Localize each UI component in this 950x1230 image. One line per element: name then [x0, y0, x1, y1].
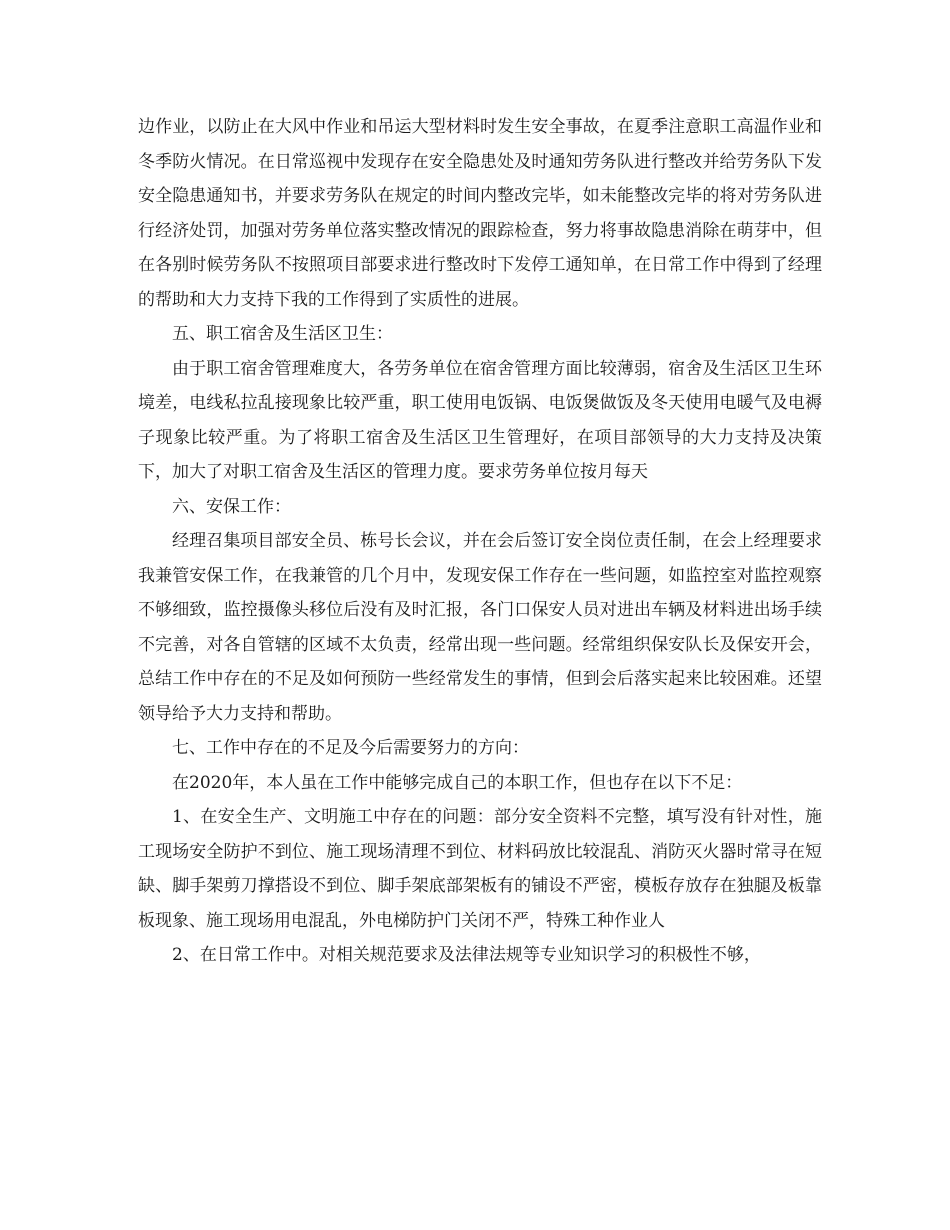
- paragraph-shortcomings-intro: 在2020年，本人虽在工作中能够完成自己的本职工作，但也存在以下不足：: [172, 772, 743, 793]
- document-body: [138, 110, 822, 973]
- paragraph-security-work: 经理召集项目部安全员、栋号长会议，并在会后签订安全岗位责任制，在会上经理要求我兼管安保工作，在我兼管的几个月中，发现安保工作存在一些问题，如监控室对监控观察不够细致，监控摄像头移位后没有及时汇报，各门口保安人员对进出车辆及材料进出场手续不完善，对各自管辖的区域不太负责，经常出现一些问题。经常组织保安队长及保安开会，总结工作中存在的不足及如何预防一些经常发生的事情，但到会后落实起来比较困难。还望领导给予大力支持和帮助。: [138, 531, 822, 724]
- paragraph-dormitory-hygiene: 由于职工宿舍管理难度大，各劳务单位在宿舍管理方面比较薄弱，宿舍及生活区卫生环境差，电线私拉乱接现象比较严重，职工使用电饭锅、电饭煲做饭及冬天使用电暖气及电褥子现象比较严重。为了将职工宿舍及生活区卫生管理好，在项目部领导的大力支持及决策下，加大了对职工宿舍及生活区的管理力度。要求劳务单位按月每天: [138, 358, 822, 482]
- section-heading-security-work: 六、安保工作：: [172, 496, 291, 517]
- paragraph-site-safety-continuation: 边作业，以防止在大风中作业和吊运大型材料时发生安全事故，在夏季注意职工高温作业和冬季防火情况。在日常巡视中发现存在安全隐患处及时通知劳务队进行整改并给劳务队下发安全隐患通知书，并要求劳务队在规定的时间内整改完毕，如未能整改完毕的将对劳务队进行经济处罚，加强对劳务单位落实整改情况的跟踪检查，努力将事故隐患消除在萌芽中，但在各别时候劳务队不按照项目部要求进行整改时下发停工通知单，在日常工作中得到了经理的帮助和大力支持下我的工作得到了实质性的进展。: [138, 117, 822, 310]
- section-heading-shortcomings: 七、工作中存在的不足及今后需要努力的方向：: [172, 738, 529, 758]
- list-item-daily-work: 2、在日常工作中。对相关规范要求及法律法规等专业知识学习的积极性不够，: [172, 945, 761, 965]
- list-item-safety-problems: 1、在安全生产、文明施工中存在的问题：部分安全资料不完整，填写没有针对性，施工现场安全防护不到位、施工现场清理不到位、材料码放比较混乱、消防灭火器时常寻在短缺、脚手架剪刀撑搭设不到位、脚手架底部架板有的铺设不严密，模板存放存在独腿及板靠板现象、施工现场用电混乱，外电梯防护门关闭不严，特殊工种作业人: [138, 807, 822, 931]
- section-heading-dormitory-hygiene: 五、职工宿舍及生活区卫生：: [172, 324, 393, 344]
